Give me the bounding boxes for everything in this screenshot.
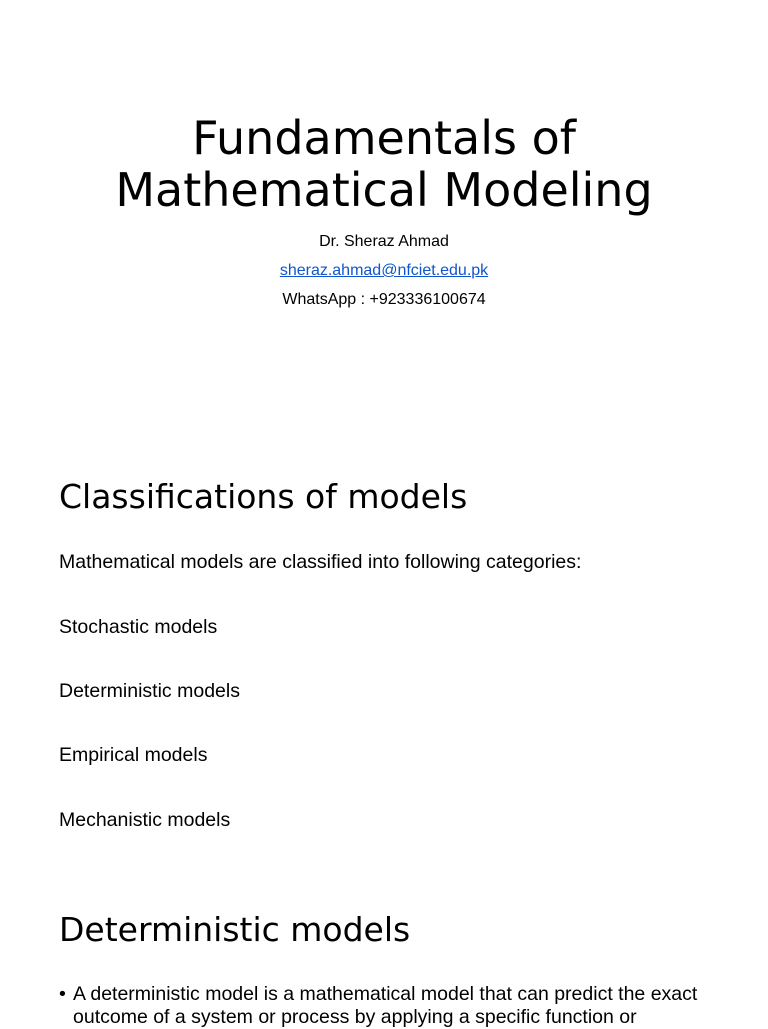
bullet-icon: •: [59, 983, 66, 1005]
presentation-title: Fundamentals of Mathematical Modeling: [115, 111, 653, 217]
deterministic-definition: A deterministic model is a mathematical model that can predict the exact outcome of a system or process by applying a specific function or: [73, 983, 698, 1028]
classifications-heading: Classifications of models: [59, 477, 468, 516]
author-email-link[interactable]: sheraz.ahmad@nfciet.edu.pk: [279, 262, 489, 279]
author-info: [0, 227, 768, 314]
title-slide: [0, 0, 768, 420]
whatsapp-contact: WhatsApp : +923336100674: [282, 291, 486, 308]
deterministic-bullet: [59, 983, 749, 1029]
classification-item: Empirical models: [59, 744, 208, 766]
author-name: Dr. Sheraz Ahmad: [319, 233, 449, 250]
deterministic-heading: Deterministic models: [59, 910, 411, 949]
classification-item: Mechanistic models: [59, 809, 231, 831]
classification-item: Deterministic models: [59, 680, 240, 702]
classifications-intro: Mathematical models are classified into following categories:: [59, 551, 582, 573]
classification-item: Stochastic models: [59, 616, 218, 638]
